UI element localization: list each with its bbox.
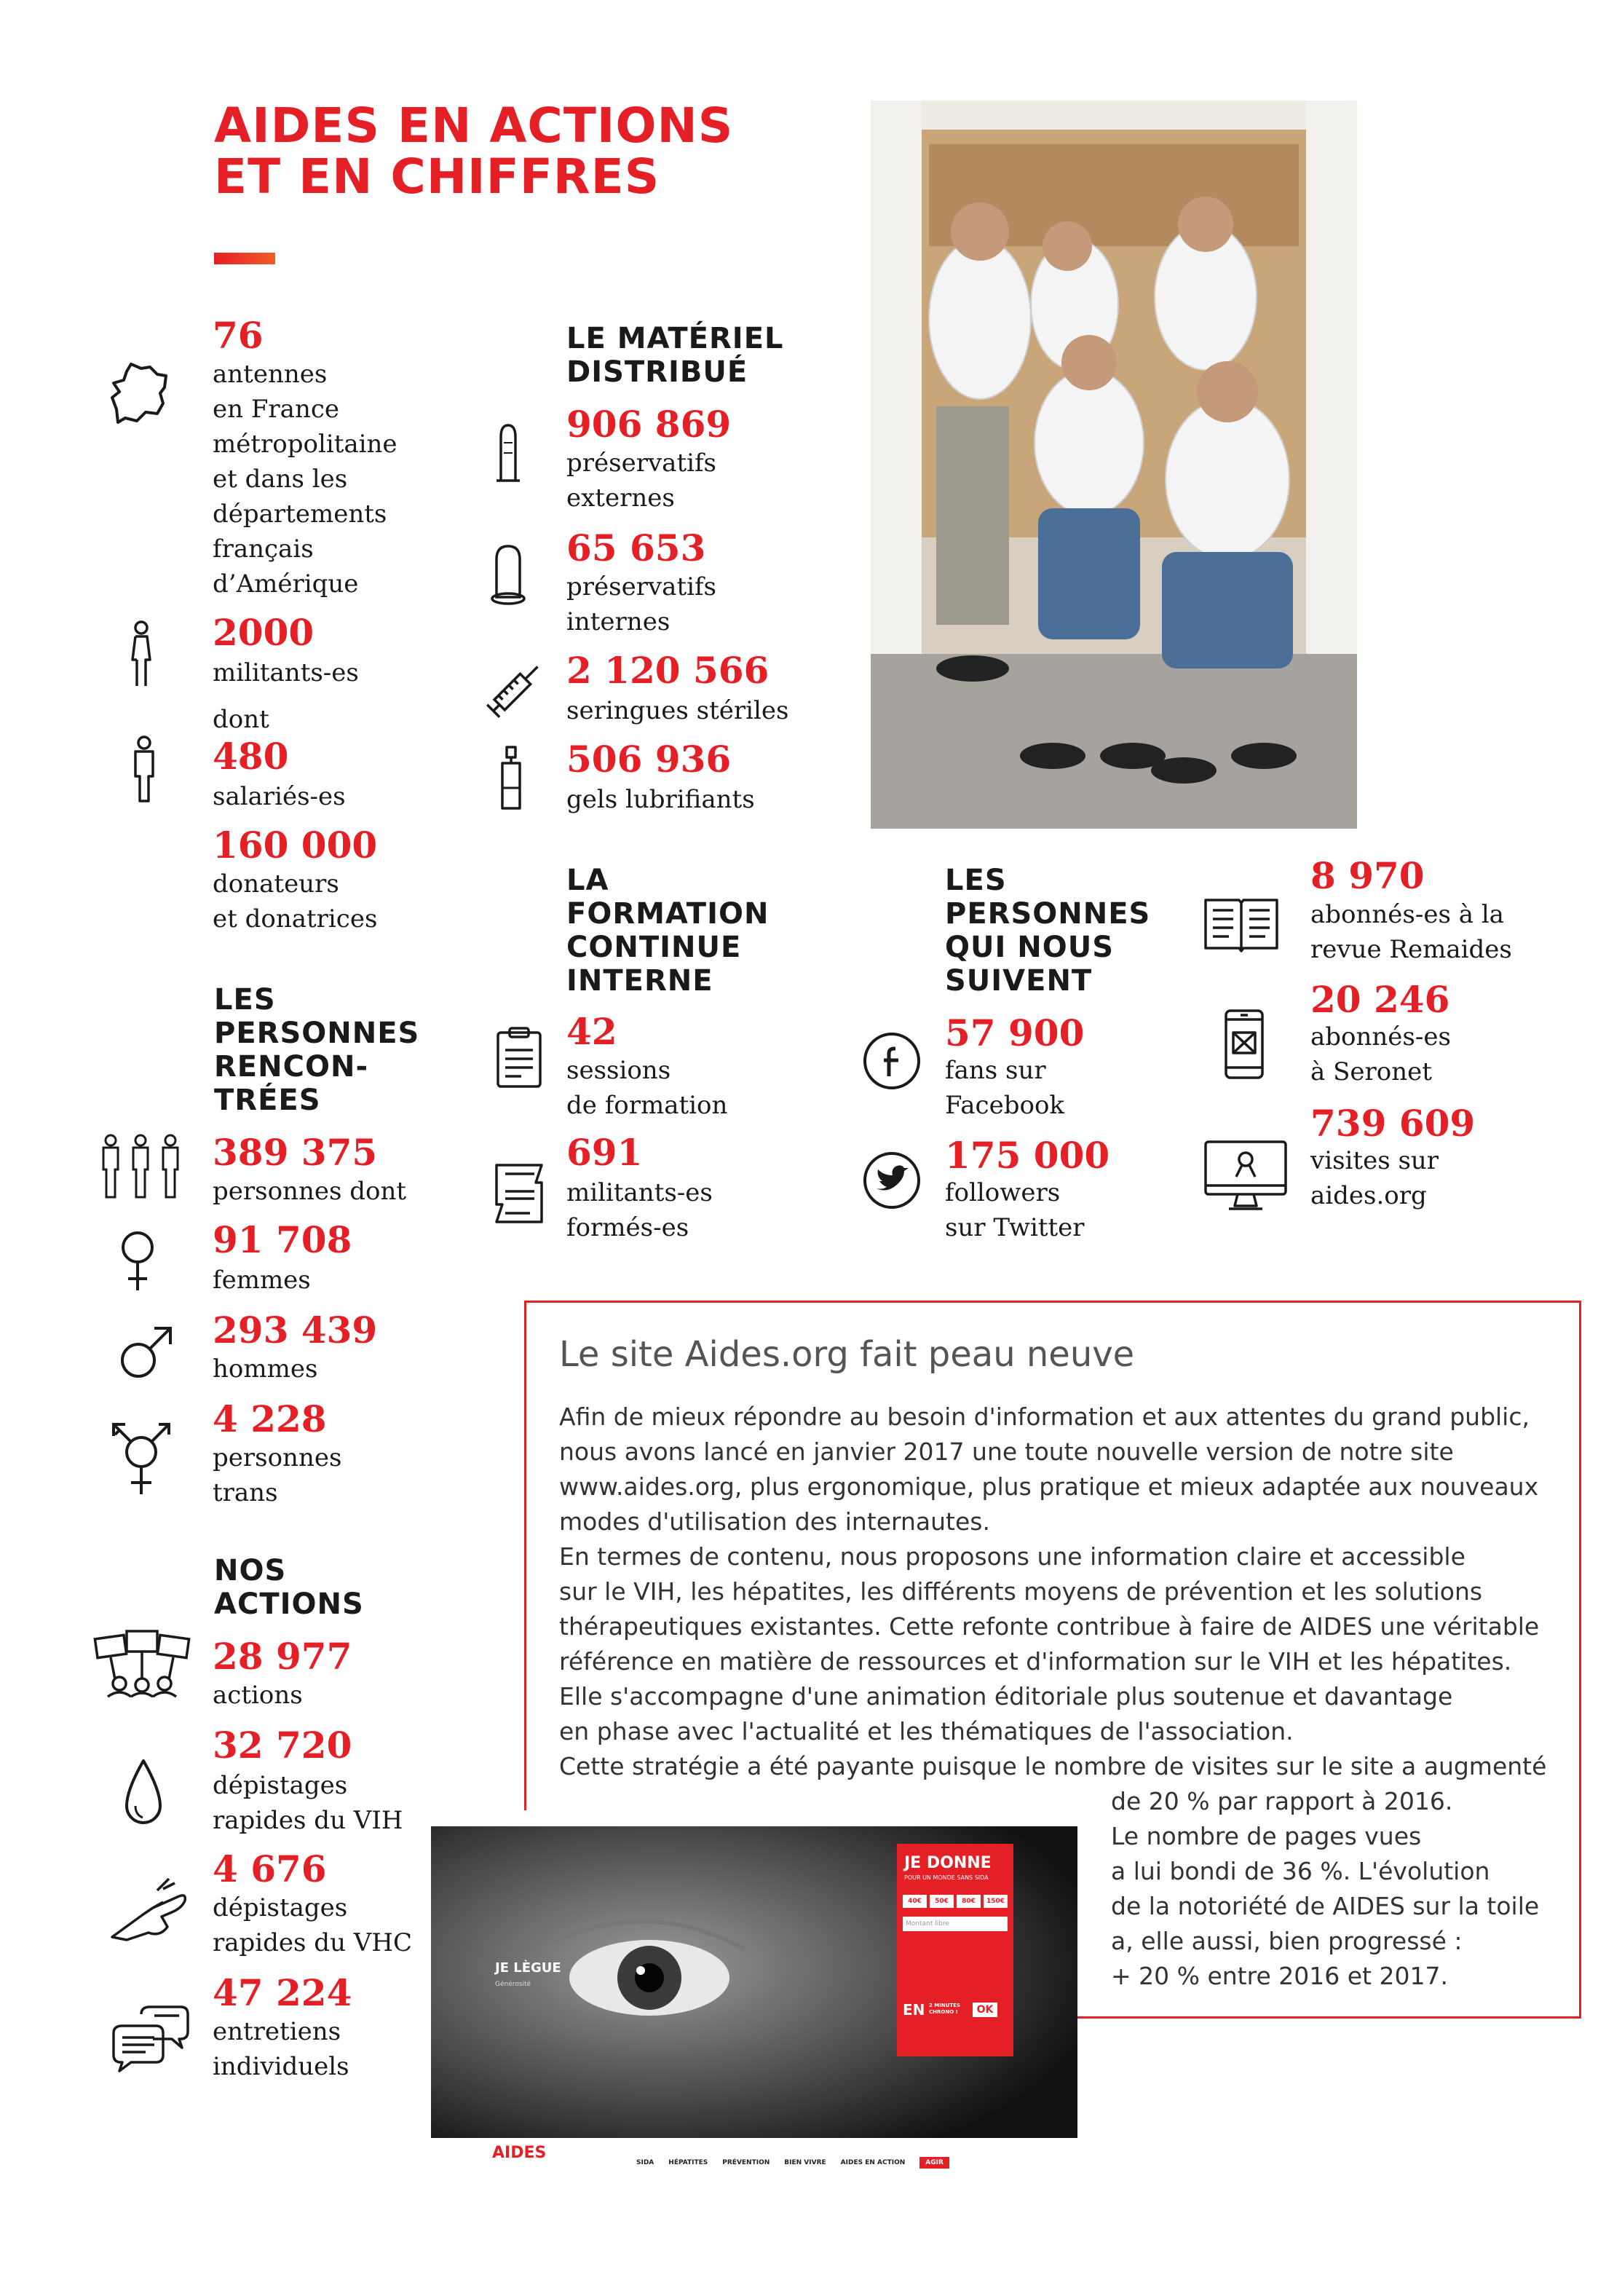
- label-line: formés-es: [566, 1213, 689, 1242]
- amount-option[interactable]: 80€: [957, 1895, 981, 1908]
- stat-personnes-label: [213, 1174, 406, 1209]
- heading-line: CONTINUE: [566, 931, 742, 964]
- stat-seronet-label: [1310, 1019, 1451, 1089]
- label-line: dépistages: [213, 1893, 348, 1922]
- heading-line: FORMATION: [566, 897, 770, 931]
- label-line: rapides du VHC: [213, 1928, 412, 1957]
- stat-antennes-number: 76: [213, 314, 264, 357]
- stat-vih-label: [213, 1768, 403, 1838]
- heading-line: QUI NOUS: [945, 931, 1115, 964]
- label-line: fans sur: [945, 1056, 1046, 1085]
- stat-trans-number: 4 228: [213, 1397, 327, 1440]
- website-screenshot: [431, 1810, 1077, 2182]
- label-line: préservatifs: [566, 572, 717, 601]
- stat-preservatifs-internes-label: [566, 569, 716, 639]
- stat-femmes-number: 91 708: [213, 1218, 352, 1261]
- label-line: internes: [566, 607, 671, 636]
- heading-line: TRÉES: [214, 1084, 321, 1117]
- stat-personnes-number: 389 375: [213, 1131, 378, 1174]
- body-line: En termes de contenu, nous proposons une information claire et accessible: [559, 1542, 1465, 1571]
- label-line: hommes: [213, 1354, 318, 1384]
- france-map-icon: [109, 361, 170, 428]
- aides-logo[interactable]: AIDES: [492, 2144, 547, 2162]
- label-line: personnes dont: [213, 1177, 407, 1206]
- twitter-icon[interactable]: [862, 1151, 922, 1210]
- label-line: en France: [213, 395, 340, 424]
- stat-actions-label: [213, 1678, 303, 1713]
- amount-option[interactable]: 40€: [903, 1895, 927, 1908]
- label-line: et donatrices: [213, 904, 378, 934]
- group-people-icon: [98, 1133, 183, 1200]
- label-line: départements: [213, 500, 387, 529]
- stat-formes-number: 691: [566, 1131, 643, 1174]
- heading-line: LES: [945, 864, 1007, 897]
- donate-subtitle: POUR UN MONDE SANS SIDA: [904, 1874, 989, 1881]
- blood-drop-icon: [122, 1758, 165, 1831]
- title-accent-bar: [214, 253, 275, 264]
- heading-line: NOS: [214, 1554, 287, 1587]
- stat-entretiens-number: 47 224: [213, 1971, 352, 2014]
- body-line: référence en matière de ressources et d'information sur le VIH et les hépatites.: [559, 1647, 1512, 1676]
- label-line: externes: [566, 484, 675, 513]
- label-line: sur Twitter: [945, 1213, 1085, 1242]
- heading-line: PERSONNES: [214, 1017, 420, 1050]
- site-nav: [636, 2157, 949, 2169]
- actions-heading: [214, 1554, 364, 1621]
- title-line-1: AIDES EN ACTIONS: [214, 98, 734, 154]
- chrono-en: EN: [903, 2001, 925, 2019]
- label-line: antennes: [213, 360, 328, 389]
- nav-item[interactable]: BIEN VIVRE: [784, 2159, 826, 2166]
- stat-trans-label: [213, 1440, 341, 1510]
- label-line: donateurs: [213, 869, 339, 899]
- heading-line: RENCON-: [214, 1050, 369, 1084]
- stat-vih-number: 32 720: [213, 1724, 352, 1767]
- internal-condom-icon: [489, 542, 527, 609]
- amount-option[interactable]: 50€: [930, 1895, 954, 1908]
- heading-line: INTERNE: [566, 964, 713, 998]
- stat-seronet-number: 20 246: [1310, 978, 1450, 1021]
- label-line: revue Remaides: [1310, 935, 1512, 964]
- body-line: Cette stratégie a été payante puisque le nombre de visites sur le site a augmenté: [559, 1752, 1547, 1780]
- stat-vhc-label: [213, 1890, 412, 1960]
- label-line: salariés-es: [213, 782, 346, 811]
- amount-options: [903, 1895, 1008, 1908]
- body-line: sur le VIH, les hépatites, les différents moyens de prévention et les solutions: [559, 1577, 1483, 1606]
- page-title: [214, 98, 734, 205]
- stat-femmes-label: [213, 1263, 311, 1298]
- body-line: Le nombre de pages vues: [1111, 1822, 1422, 1850]
- stat-sessions-label: [566, 1053, 727, 1123]
- stat-preservatifs-internes-number: 65 653: [566, 526, 706, 569]
- stat-gels-number: 506 936: [566, 738, 732, 781]
- label-line: sessions: [566, 1056, 671, 1085]
- protest-signs-icon: [93, 1628, 191, 1698]
- label-line: actions: [213, 1681, 303, 1710]
- box-body: [559, 1400, 1546, 1784]
- condom-icon: [494, 421, 523, 486]
- female-symbol-icon: [118, 1228, 157, 1293]
- donate-title: JE DONNE: [904, 1854, 992, 1872]
- certificate-icon: [489, 1161, 549, 1226]
- label-line: d’Amérique: [213, 569, 359, 599]
- nav-item[interactable]: SIDA: [636, 2159, 654, 2166]
- stat-twitter-label: [945, 1175, 1085, 1245]
- male-symbol-icon: [116, 1324, 175, 1382]
- label-line: métropolitaine: [213, 430, 397, 459]
- smartphone-icon: [1223, 1008, 1265, 1081]
- stat-vhc-number: 4 676: [213, 1847, 327, 1890]
- chrono-text: 2 MINUTES CHRONO !: [929, 2003, 961, 2015]
- nav-item[interactable]: AIDES EN ACTION: [840, 2159, 906, 2166]
- stat-donateurs-number: 160 000: [213, 824, 378, 867]
- heading-line: SUIVENT: [945, 964, 1093, 998]
- stat-formes-label: [566, 1175, 713, 1245]
- label-line: préservatifs: [566, 449, 717, 478]
- stat-salaries-number: 480: [213, 735, 289, 778]
- stat-entretiens-label: [213, 2014, 349, 2084]
- formation-heading: [566, 864, 769, 998]
- body-line: thérapeutiques existantes. Cette refonte contribue à faire de AIDES une véritable: [559, 1612, 1540, 1641]
- body-line: Afin de mieux répondre au besoin d'information et aux attentes du grand public,: [559, 1403, 1530, 1431]
- desktop-monitor-icon: [1203, 1139, 1289, 1212]
- stat-salaries-label: [213, 779, 346, 814]
- label-line: gels lubrifiants: [566, 785, 755, 814]
- nav-item[interactable]: HÉPATITES: [668, 2159, 708, 2166]
- stat-seringues-label: [566, 693, 788, 728]
- nav-item[interactable]: PRÉVENTION: [722, 2159, 770, 2166]
- stat-antennes-label: [213, 357, 397, 601]
- label-line: Facebook: [945, 1091, 1065, 1120]
- stat-preservatifs-externes-number: 906 869: [566, 403, 732, 446]
- stat-hommes-label: [213, 1352, 317, 1386]
- person-walking-icon: [125, 620, 157, 689]
- heading-line: DISTRIBUÉ: [566, 355, 748, 389]
- label-line: et dans les: [213, 465, 348, 494]
- label-line: seringues stériles: [566, 696, 789, 725]
- stat-actions-number: 28 977: [213, 1635, 352, 1678]
- body-line: modes d'utilisation des internautes.: [559, 1507, 990, 1536]
- stat-dont-label: dont: [213, 705, 269, 734]
- label-line: dépistages: [213, 1771, 348, 1800]
- body-line: a lui bondi de 36 %. L'évolution: [1111, 1857, 1490, 1885]
- label-line: visites sur: [1310, 1146, 1439, 1175]
- body-line: Elle s'accompagne d'une animation éditoriale plus soutenue et davantage: [559, 1682, 1453, 1711]
- open-magazine-icon: [1203, 894, 1280, 954]
- finger-prick-icon: [109, 1876, 191, 1943]
- nav-agir-button[interactable]: AGIR: [919, 2157, 949, 2169]
- box-title: Le site Aides.org fait peau neuve: [559, 1334, 1135, 1375]
- clipboard-icon: [495, 1027, 543, 1089]
- stat-donateurs-label: [213, 867, 377, 936]
- facebook-icon[interactable]: [862, 1031, 922, 1091]
- label-line: entretiens: [213, 2017, 341, 2046]
- body-line: + 20 % entre 2016 et 2017.: [1111, 1962, 1448, 1990]
- stat-facebook-number: 57 900: [945, 1011, 1085, 1054]
- heading-line: LES: [214, 983, 276, 1017]
- chat-bubbles-icon: [109, 2004, 191, 2074]
- stat-visites-label: [1310, 1143, 1439, 1213]
- stat-facebook-label: [945, 1053, 1064, 1123]
- box-body-tail: [1111, 1784, 1539, 1994]
- label-line: militants-es: [566, 1178, 713, 1207]
- heading-line: ACTIONS: [214, 1587, 364, 1621]
- stat-hommes-number: 293 439: [213, 1309, 378, 1352]
- heading-line: LA: [566, 864, 609, 897]
- label-line: militants-es: [213, 658, 359, 687]
- stat-remaides-label: [1310, 897, 1512, 967]
- heading-line: LE MATÉRIEL: [566, 322, 784, 355]
- label-line: abonnés-es à la: [1310, 900, 1504, 929]
- lubricant-bottle-icon: [497, 744, 526, 811]
- label-line: trans: [213, 1478, 278, 1507]
- heading-line: PERSONNES: [945, 897, 1151, 931]
- label-line: personnes: [213, 1443, 342, 1472]
- label-line: à Seronet: [1310, 1057, 1432, 1086]
- label-line: rapides du VIH: [213, 1806, 403, 1835]
- label-line: femmes: [213, 1266, 311, 1295]
- body-line: nous avons lancé en janvier 2017 une toute nouvelle version de notre site: [559, 1437, 1454, 1466]
- legue-subtitle: Générosité: [495, 1981, 531, 1988]
- stat-twitter-number: 175 000: [945, 1134, 1110, 1177]
- body-line: en phase avec l'actualité et les thématiques de l'association.: [559, 1717, 1294, 1745]
- chrono-ok-button[interactable]: OK: [973, 2003, 997, 2017]
- amount-option[interactable]: 150€: [984, 1895, 1008, 1908]
- body-line: a, elle aussi, bien progressé :: [1111, 1927, 1463, 1955]
- team-photo: [871, 100, 1357, 829]
- title-line-2: ET EN CHIFFRES: [214, 149, 660, 205]
- label-line: abonnés-es: [1310, 1022, 1451, 1052]
- label-line: de formation: [566, 1091, 728, 1120]
- stat-remaides-number: 8 970: [1310, 854, 1425, 897]
- label-line: followers: [945, 1178, 1061, 1207]
- label-line: français: [213, 534, 314, 564]
- amount-input[interactable]: Montant libre: [903, 1917, 1008, 1931]
- body-line: de la notoriété de AIDES sur la toile: [1111, 1892, 1540, 1920]
- suivent-heading: [945, 864, 1150, 998]
- label-line: aides.org: [1310, 1181, 1427, 1210]
- person-standing-icon: [130, 735, 159, 804]
- rencontres-heading: [214, 983, 419, 1117]
- stat-seringues-number: 2 120 566: [566, 649, 770, 692]
- donate-panel: [897, 1844, 1013, 2056]
- transgender-symbol-icon: [108, 1419, 175, 1499]
- stat-militants-label: [213, 655, 359, 690]
- legue-title: JE LÈGUE: [495, 1960, 561, 1976]
- body-line: de 20 % par rapport à 2016.: [1111, 1787, 1453, 1815]
- stat-militants-number: 2000: [213, 611, 315, 654]
- label-line: individuels: [213, 2052, 349, 2081]
- stat-preservatifs-externes-label: [566, 446, 716, 516]
- syringe-icon: [478, 654, 550, 727]
- stat-visites-number: 739 609: [1310, 1102, 1476, 1145]
- stat-sessions-number: 42: [566, 1010, 617, 1053]
- stat-gels-label: [566, 782, 755, 817]
- materiel-heading: [566, 322, 784, 389]
- body-line: www.aides.org, plus ergonomique, plus pratique et mieux adaptée aux nouveaux: [559, 1472, 1539, 1501]
